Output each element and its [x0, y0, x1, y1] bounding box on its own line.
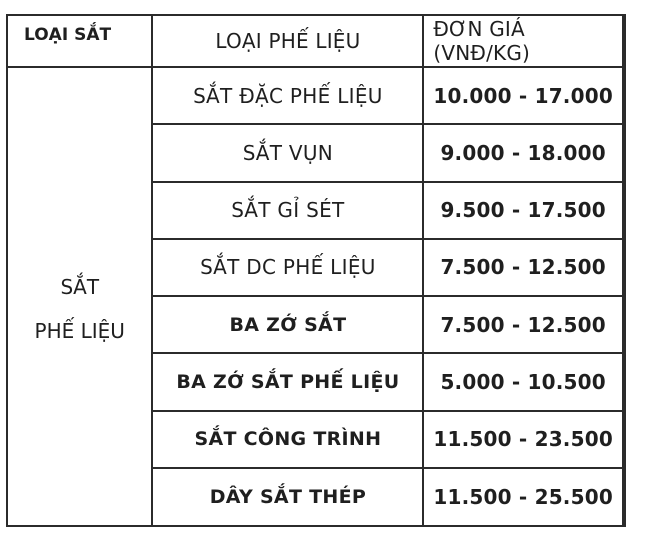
scrap-name-cell: SẮT DC PHẾ LIỆU	[152, 239, 423, 296]
price-cell: 5.000 - 10.500	[423, 353, 623, 410]
price-cell: 10.000 - 17.000	[423, 67, 623, 124]
price-cell: 9.000 - 18.000	[423, 124, 623, 181]
price-cell: 11.500 - 25.500	[423, 468, 623, 526]
scrap-name-cell: SẮT GỈ SÉT	[152, 182, 423, 239]
scrap-name-cell: SẮT ĐẶC PHẾ LIỆU	[152, 67, 423, 124]
scrap-iron-price-table	[6, 14, 624, 527]
scrap-name-cell: BA ZỚ SẮT	[152, 296, 423, 353]
header-scrap-type: LOẠI PHẾ LIỆU	[152, 15, 423, 67]
header-iron-type: LOẠI SẮT	[7, 15, 152, 67]
price-cell: 7.500 - 12.500	[423, 239, 623, 296]
price-cell: 9.500 - 17.500	[423, 182, 623, 239]
group-label-line1: SẮT	[60, 274, 100, 299]
group-label-line2: PHẾ LIỆU	[34, 318, 125, 343]
table-row	[7, 67, 623, 124]
scrap-name-cell: SẮT CÔNG TRÌNH	[152, 411, 423, 468]
price-cell: 11.500 - 23.500	[423, 411, 623, 468]
header-unit-price: ĐƠN GIÁ (VNĐ/KG)	[423, 15, 623, 67]
table-right-border	[623, 14, 626, 527]
scrap-name-cell: BA ZỚ SẮT PHẾ LIỆU	[152, 353, 423, 410]
price-cell: 7.500 - 12.500	[423, 296, 623, 353]
scrap-name-cell: DÂY SẮT THÉP	[152, 468, 423, 526]
iron-group-cell	[7, 67, 152, 526]
scrap-name-cell: SẮT VỤN	[152, 124, 423, 181]
table-header-row	[7, 15, 623, 67]
